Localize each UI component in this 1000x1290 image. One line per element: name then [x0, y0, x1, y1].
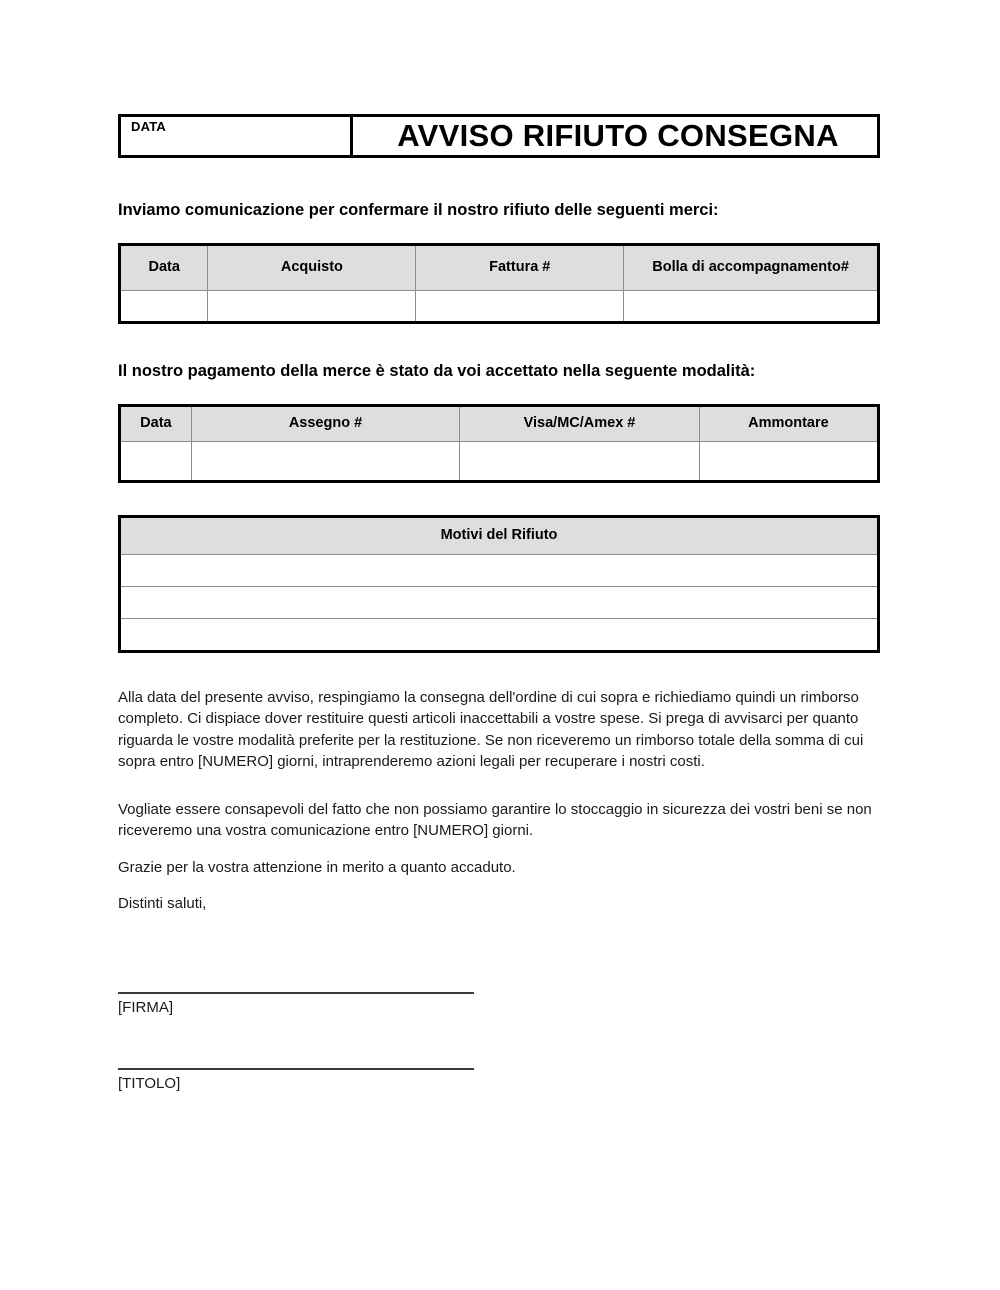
body-paragraph-1: Alla data del presente avviso, respingiamo la consegna dell'ordine di cui sopra e richiediamo quindi un rimborso completo. Ci dispiace dover restituire questi articoli inaccettabili a vostre spese. Si prega di avvisarci per quanto riguarda le vostre modalità preferite per la restituzione. Se non riceveremo un rimborso totale della somma di cui sopra entro [NUMERO] giorni, intraprenderemo azioni legali per recuperare i nostri costi.	[118, 689, 864, 770]
table-header-row	[121, 518, 877, 555]
column-header-ammontare: Ammontare	[699, 407, 877, 442]
column-header-bolla: Bolla di accompagnamento#	[624, 246, 877, 291]
column-header-acquisto: Acquisto	[208, 246, 416, 291]
column-header-motivi: Motivi del Rifiuto	[121, 518, 877, 555]
body-paragraph-closing: Distinti saluti,	[118, 895, 207, 912]
table-row	[121, 555, 877, 587]
cell-pagamento-assegno[interactable]	[191, 442, 459, 481]
table-row	[121, 291, 877, 322]
body-paragraph-2: Vogliate essere consapevoli del fatto che non possiamo garantire lo stoccaggio in sicurezza dei vostri beni se non riceveremo una vostra comunicazione entro [NUMERO] giorni.	[118, 801, 872, 840]
table-motivi-del-rifiuto	[118, 515, 880, 653]
table-header-row	[121, 407, 877, 442]
signature-label-firma: [FIRMA]	[118, 999, 173, 1016]
table-row	[121, 442, 877, 481]
page-title: AVVISO RIFIUTO CONSEGNA	[397, 118, 839, 153]
cell-pagamento-carta[interactable]	[460, 442, 700, 481]
column-header-carta: Visa/MC/Amex #	[460, 407, 700, 442]
cell-motivi-3[interactable]	[121, 619, 877, 651]
cell-motivi-1[interactable]	[121, 555, 877, 587]
cell-motivi-2[interactable]	[121, 587, 877, 619]
column-header-fattura: Fattura #	[416, 246, 624, 291]
header-date-label: DATA	[131, 119, 166, 134]
cell-merci-fattura[interactable]	[416, 291, 624, 322]
cell-merci-data[interactable]	[121, 291, 208, 322]
section-caption-merci: Inviamo comunicazione per confermare il nostro rifiuto delle seguenti merci:	[118, 201, 719, 219]
signature-block-titolo	[118, 1068, 474, 1094]
cell-merci-bolla[interactable]	[624, 291, 877, 322]
table-merci	[118, 243, 880, 324]
body-paragraph-3: Grazie per la vostra attenzione in merito a quanto accaduto.	[118, 859, 516, 876]
column-header-data: Data	[121, 407, 191, 442]
table-row	[121, 619, 877, 651]
header-title-cell	[353, 117, 877, 155]
column-header-assegno: Assegno #	[191, 407, 459, 442]
table-pagamento	[118, 404, 880, 483]
document-header-bar	[118, 114, 880, 158]
section-caption-pagamento: Il nostro pagamento della merce è stato da voi accettato nella seguente modalità:	[118, 362, 756, 380]
column-header-data: Data	[121, 246, 208, 291]
cell-pagamento-ammontare[interactable]	[699, 442, 877, 481]
cell-merci-acquisto[interactable]	[208, 291, 416, 322]
header-date-cell[interactable]	[121, 117, 353, 155]
table-row	[121, 587, 877, 619]
signature-label-titolo: [TITOLO]	[118, 1075, 181, 1092]
signature-block-firma	[118, 992, 474, 1018]
table-header-row	[121, 246, 877, 291]
cell-pagamento-data[interactable]	[121, 442, 191, 481]
